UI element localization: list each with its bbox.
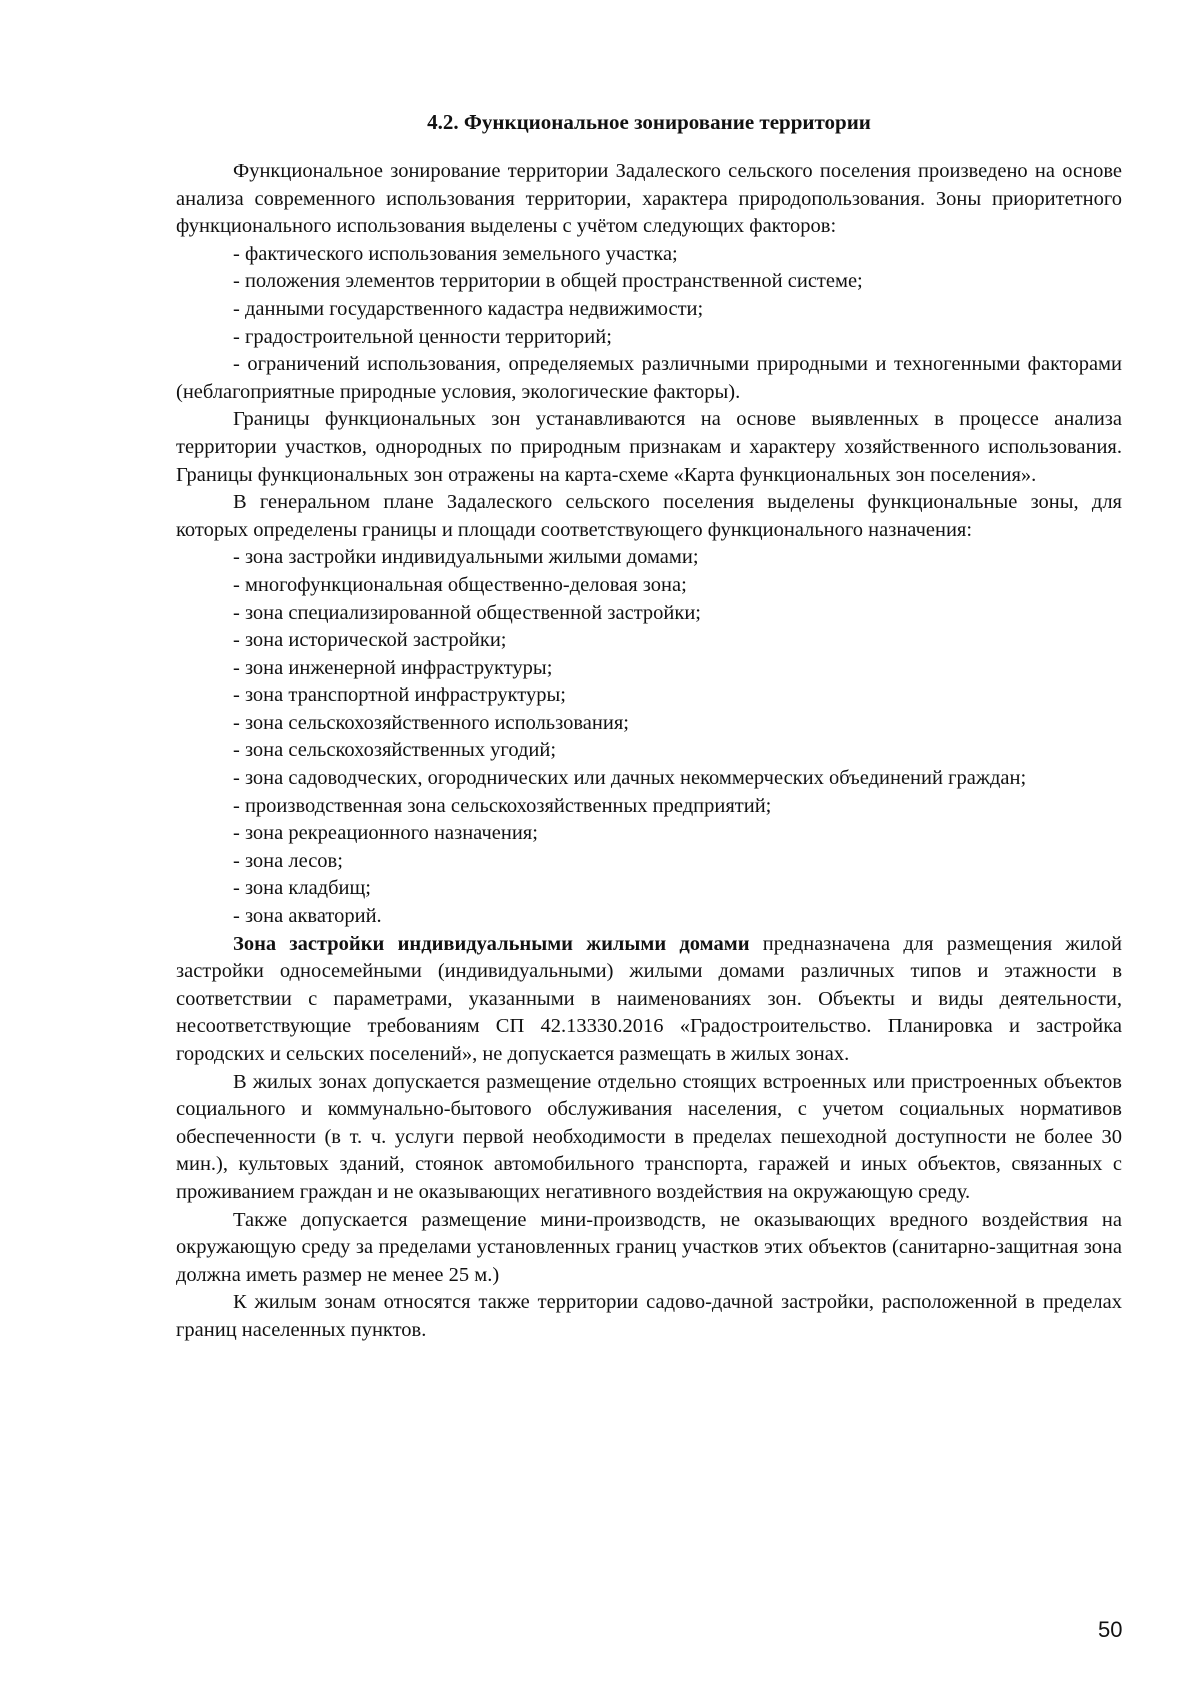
factor-item: - данными государственного кадастра недвижимости; (233, 297, 704, 320)
section-heading: 4.2. Функциональное зонирование территории (427, 110, 871, 134)
boundaries-paragraph: Границы функциональных зон устанавливаются на основе выявленных в процессе анализа территории участков, однородных по природным признакам и характеру хозяйственного использования. Границы функциональных зон отражены на карта-схеме «Карта функциональных зон поселения». (176, 408, 1122, 486)
document-page (176, 108, 1122, 1345)
zone-item: - зона сельскохозяйственных угодий; (233, 739, 557, 762)
zone-item: - зона лесов; (233, 849, 343, 872)
genplan-paragraph: В генеральном плане Задалеского сельского поселения выделены функциональные зоны, для которых определены границы и площади соответствующего функционального назначения: (176, 491, 1122, 541)
garden-territory-paragraph: К жилым зонам относятся также территории садово-дачной застройки, расположенной в пределах границ населенных пунктов. (176, 1291, 1122, 1341)
zones-list (176, 544, 1122, 930)
zone-item: - зона специализированной общественной застройки; (233, 601, 702, 624)
residential-zone-description: предназначена для размещения жилой застройки односемейными (индивидуальными) жилыми домами различных типов и этажности в соответствии с параметрами, указанными в наименованиях зон. Объекты и виды деятельности, несоответствующие требованиям СП 42.13330.2016 «Градостроительство. Планировка и застройка городских и сельских поселений», не допускается размещать в жилых зонах. (176, 932, 1122, 1065)
factor-item: - фактического использования земельного участка; (233, 242, 678, 265)
zone-item: - зона рекреационного назначения; (233, 822, 538, 845)
page-number: 50 (1098, 1617, 1123, 1642)
factor-item: - градостроительной ценности территорий; (233, 325, 612, 348)
mini-production-paragraph: Также допускается размещение мини-производств, не оказывающих вредного воздействия на окружающую среду за пределами установленных границ участков этих объектов (санитарно-защитная зона должна иметь размер не менее 25 м.) (176, 1208, 1122, 1286)
zone-item: - зона садоводческих, огороднических или дачных некоммерческих объединений граждан; (233, 767, 1027, 790)
zone-item: - зона инженерной инфраструктуры; (233, 656, 553, 679)
zone-item: - зона сельскохозяйственного использования; (233, 711, 629, 734)
zone-item: - производственная зона сельскохозяйственных предприятий; (233, 794, 772, 817)
allowed-objects-paragraph: В жилых зонах допускается размещение отдельно стоящих встроенных или пристроенных объектов социального и коммунально-бытового обслуживания населения, с учетом социальных нормативов обеспеченности (в т. ч. услуги первой необходимости в пределах пешеходной доступности не более 30 мин.), культовых зданий, стоянок автомобильного транспорта, гаражей и иных объектов, связанных с проживанием граждан и не оказывающих негативного воздействия на окружающую среду. (176, 1070, 1122, 1203)
zone-item: - многофункциональная общественно-деловая зона; (233, 573, 687, 596)
zone-item: - зона акваторий. (233, 905, 382, 928)
zone-item: - зона кладбищ; (233, 877, 371, 900)
zone-item: - зона исторической застройки; (233, 629, 507, 652)
zone-item: - зона застройки индивидуальными жилыми домами; (233, 546, 699, 569)
residential-zone-term: Зона застройки индивидуальными жилыми домами (233, 932, 750, 955)
zone-item: - зона транспортной инфраструктуры; (233, 684, 566, 707)
residential-zone-paragraph (176, 931, 1122, 1069)
factor-item: - ограничений использования, определяемых различными природными и техногенными факторами (неблагоприятные природные условия, экологические факторы). (176, 353, 1122, 403)
intro-paragraph: Функциональное зонирование территории Задалеского сельского поселения произведено на основе анализа современного использования территории, характера природопользования. Зоны приоритетного функционального использования выделены с учётом следующих факторов: (176, 160, 1122, 238)
factors-list (176, 241, 1122, 407)
factor-item: - положения элементов территории в общей пространственной системе; (233, 270, 863, 293)
